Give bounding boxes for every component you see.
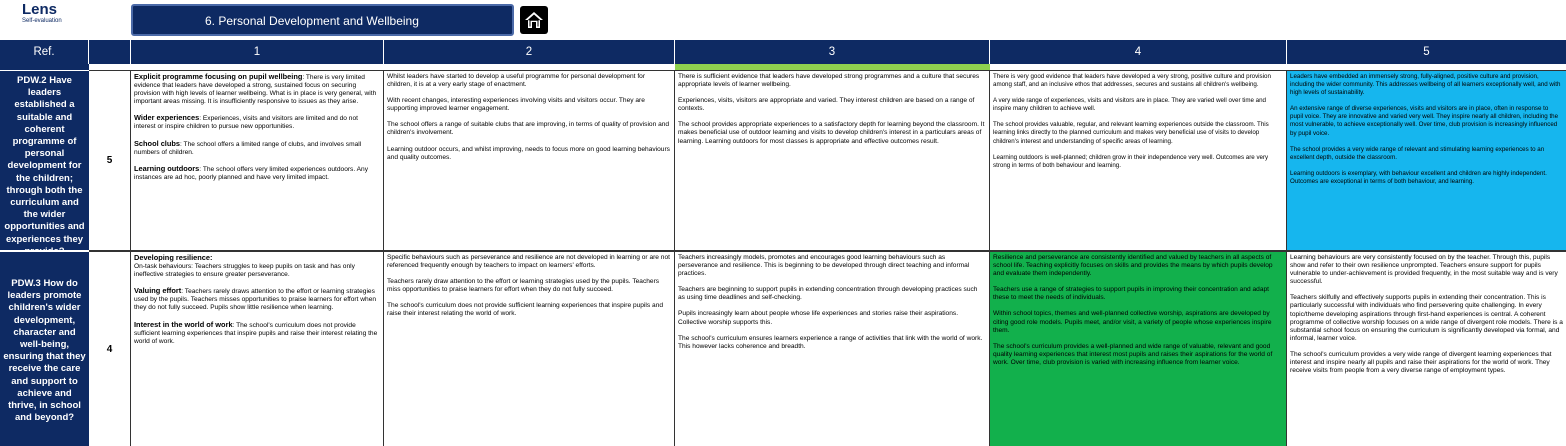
cell-heading: Learning outdoors xyxy=(134,163,200,173)
score-pdw2[interactable]: 5 xyxy=(89,71,131,250)
ref-pdw3: PDW.3 How do leaders promote children's wider development, character and well-being, ensuring that they receive the care and support to achieve and thrive, in school and beyond? xyxy=(0,252,89,446)
cell-heading: Wider experiences xyxy=(134,113,200,123)
header-col-5: 5 xyxy=(1287,40,1566,64)
lens-logo[interactable] xyxy=(22,2,82,32)
cell-pdw3-1[interactable]: Developing resilience: On-task behaviours: Teachers struggles to keep pupils on task and has only ineffective strategies to ensure greater perseverance. Valuing effort: Teachers rarely draws attention to the effort or learning strategies used by the pupils. Teachers misses opportunities to praise learners for effort when they do not fully succeed. Pupils show little resilience when learning. Interest in the world of work: The school's curriculum does not provide sufficient learning experiences that inspire pupils and raise their interest relating the world of work. xyxy=(131,252,384,446)
cell-pdw2-5[interactable]: Leaders have embedded an immensely strong, fully-aligned, positive culture and provision, including the wider community. This addresses wellbeing of all learners exceptionally well, and with high levels of sustainability. An extensive range of diverse experiences, visits and visitors are in place, often in response to pupil voice. They are innovative and varied very well. They inspire nearly all children, including the most vulnerable, to achieve exceptionally well. Over time, club provision is increasingly influenced by pupil voice. The school provides a very wide range of relevant and stimulating learning experiences to an excellent depth, outside the classroom. Learning outdoors is exemplary, with behaviour excellent and children are highly independent. Outcomes are exceptional in terms of both behaviour, and learning. xyxy=(1287,71,1566,250)
score-pdw3[interactable]: 4 xyxy=(89,252,131,446)
cell-pdw3-2[interactable]: Specific behaviours such as perseverance and resilience are not developed in learning or are not referenced frequently enough by teachers to impact on learners' efforts. Teachers rarely draw attention to the effort or learning strategies used by the pupils. Teachers miss opportunities to praise learners for effort when they do not fully succeed. The school's curriculum does not provide sufficient learning experiences that inspire pupils and raise their interest relating the world of work. xyxy=(384,252,675,446)
page-title: 6. Personal Development and Wellbeing xyxy=(131,4,514,36)
cell-pdw2-2[interactable]: Whilst leaders have started to develop a useful programme for personal development for children, it is at a very early stage of enactment. With recent changes, interesting experiences involving visits and visitors occur. They are supporting improved learner engagement. The school offers a range of suitable clubs that are improving, in terms of quality of provision and children's involvement. Learning outdoor occurs, and whilst improving, needs to focus more on good learning behaviours and quality outcomes. xyxy=(384,71,675,250)
ref-pdw2: PDW.2 Have leaders established a suitable and coherent programme of personal development for the children; through both the curriculum and the wider opportunities and experiences they xyxy=(0,71,89,250)
cell-pdw3-5[interactable]: Learning behaviours are very consistently focused on by the teacher. Through this, pupils show and refer to their own resilience unprompted. Teachers ensure support for pupils vulnerable to under-achievement is provided frequently, in the most suitable way and is very successful. Teachers skilfully and effectively supports pupils in extending their concentration. This is particularly successful with individuals who find persevering quite challenging. In every topic/theme developing aspirations through first-hand experiences is central. A coherent programme of collective worship focuses on a wide range of divergent role models. There is a substantial school focus on ensuring the curriculum is significantly developed via formal, and informal, learner voice. The school's curriculum provides a very wide range of divergent learning experiences that interest and inspire nearly all pupils and raise their aspirations for the world of work. They receive visits from people from a very diverse range of employment types. xyxy=(1287,252,1566,446)
cell-heading: Valuing effort xyxy=(134,286,182,296)
header-col-3: 3 xyxy=(675,40,990,64)
header-col-1: 1 xyxy=(131,40,384,64)
cell-heading: School clubs xyxy=(134,138,180,148)
home-button[interactable] xyxy=(520,6,548,34)
home-icon xyxy=(524,10,544,30)
cell-pdw2-1[interactable]: Explicit programme focusing on pupil wellbeing: There is very limited evidence that leaders have developed a strong, sustained focus on securing provision with high levels of learner wellbeing. What is in place is very general, with important areas missing. It is insufficiently responsive to issues as they arise. Wider experiences: Experiences, visits and visitors are limited and do not interest or inspire children to pursue new opportunities. School clubs: The school offers a limited range of clubs, and involves small numbers of children. Learning outdoors: The school offers very limited experiences outdoors. Any instances are ad hoc, poorly planned and have very limited impact. xyxy=(131,71,384,250)
cell-heading: Explicit programme focusing on pupil wellbeing xyxy=(134,72,303,81)
brand-name: Lens xyxy=(22,1,58,18)
cell-pdw3-3[interactable]: Teachers increasingly models, promotes and encourages good learning behaviours such as perseverance and resilience. This is beginning to be developed through direct teaching and informal practices. Teachers are beginning to support pupils in extending concentration through developing practices such as using time deadlines and self-checking. Pupils increasingly learn about people whose life experiences and stories raise their aspirations. Collective worship supports this. The school's curriculum ensures learners experience a range of activities that link with the world of work. This however lacks coherence and breadth. xyxy=(675,252,990,446)
cell-pdw2-3[interactable]: There is sufficient evidence that leaders have developed strong programmes and a culture that secures appropriate levels of learner wellbeing. Experiences, visits, visitors are appropriate and varied. They interest children are based on a range of contexts. The school provides appropriate experiences to a satisfactory depth for learning beyond the classroom. It makes beneficial use of outdoor learning and visits to develop children's interest in a particulars areas of learning. Learning outdoors for most classes is appropriate and effective outcomes result. xyxy=(675,71,990,250)
header-col-4: 4 xyxy=(990,40,1287,64)
cell-heading: Developing resilience: xyxy=(134,253,213,262)
header-ref: Ref. xyxy=(0,40,89,64)
ref-strip xyxy=(0,64,89,70)
cell-pdw2-4[interactable]: There is very good evidence that leaders have developed a very strong, positive culture and provision among staff, and an inclusive ethos that addresses, secures and sustains all children's wellbeing. A very wide range of experiences, visits and visitors are in place. They are varied well over time and inspire many children to achieve well. The school provides valuable, regular, and relevant learning experiences outside the classroom. This learning links directly to the planned curriculum and makes very beneficial use of visits to develop children's interest and understanding of specific areas of learning. Learning outdoors is well-planned; children grow in their independence very well. Outcomes are very strong in terms of both behaviour and learning. xyxy=(990,71,1287,250)
header-score xyxy=(89,40,131,64)
cell-heading: Interest in the world of work xyxy=(134,319,233,329)
brand-sub: Self-evaluation xyxy=(22,18,62,24)
cell-pdw3-4[interactable]: Resilience and perseverance are consistently identified and valued by teachers in all aspects of school life. Teaching explicitly focuses on skills and provides the means by which pupils develop and evaluate them independently. Teachers use a range of strategies to support pupils in improving their concentration and adapt these to meet the needs of individuals. Within school topics, themes and well-planned collective worship, aspirations are developed by citing good role models. Pupils meet, and/or visit, a variety of people whose experiences inspire them. The school's curriculum provides a well-planned and wide range of valuable, relevant and good quality learning experiences that interest most pupils and raises their aspirations for the world of work. Over time, club provision is varied with increasing influence from learner voice. xyxy=(990,252,1287,446)
header-col-2: 2 xyxy=(384,40,675,64)
